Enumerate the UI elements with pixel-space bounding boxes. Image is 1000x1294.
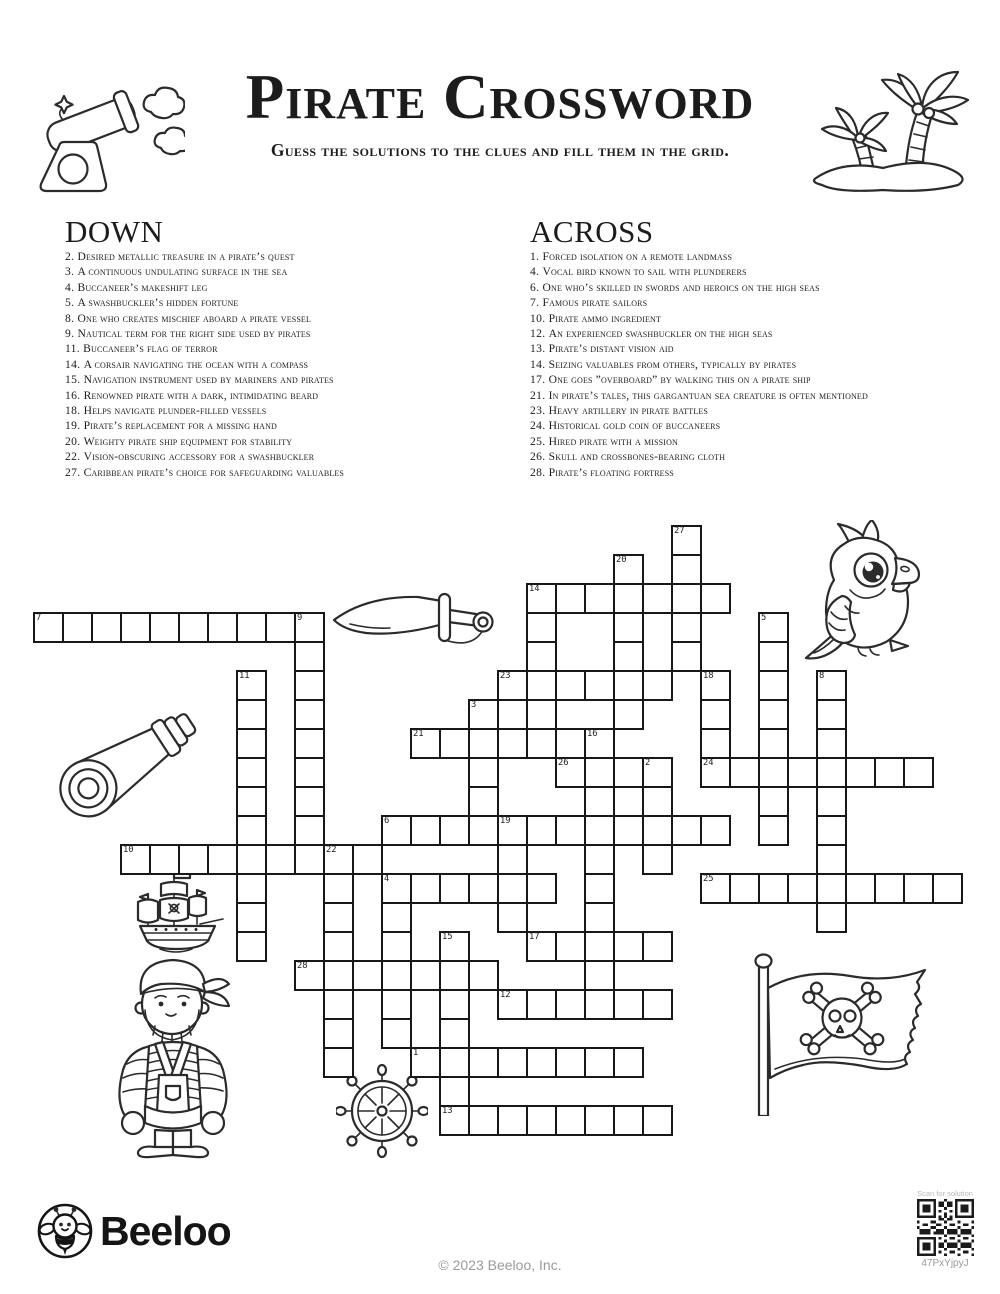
grid-cell[interactable] [671, 641, 702, 672]
cell-number: 9 [297, 613, 303, 623]
cell-number: 23 [500, 671, 511, 681]
grid-cell[interactable] [207, 612, 238, 643]
qr-code-text: 47PxYjpyJ [921, 1258, 969, 1269]
grid-cell[interactable] [758, 699, 789, 730]
clue-number: 19. [65, 419, 84, 433]
grid-cell[interactable] [410, 960, 441, 991]
cell-number: 18 [703, 671, 714, 681]
grid-cell[interactable] [178, 844, 209, 875]
clue-number: 12. [530, 327, 549, 341]
clue-text: Forced isolation on a remote landmass [542, 250, 733, 263]
grid-cell[interactable] [236, 873, 267, 904]
cell-number: 25 [703, 874, 714, 884]
grid-cell[interactable] [439, 873, 470, 904]
grid-cell[interactable] [410, 815, 441, 846]
cell-number: 21 [413, 729, 424, 739]
clue-number: 23. [530, 404, 549, 418]
grid-cell[interactable] [700, 728, 731, 759]
page-subtitle: Guess the solutions to the clues and fill them in the grid. [270, 140, 730, 160]
grid-cell[interactable] [816, 902, 847, 933]
grid-cell[interactable] [236, 612, 267, 643]
grid-cell[interactable] [468, 757, 499, 788]
grid-cell[interactable] [729, 757, 760, 788]
grid-cell[interactable] [903, 757, 934, 788]
clue-number: 9. [65, 327, 78, 341]
grid-cell[interactable] [613, 1047, 644, 1078]
grid-cell[interactable] [642, 1105, 673, 1136]
clue-text: Buccaneer’s flag of terror [83, 342, 218, 356]
clue-text: Hired pirate with a mission [548, 434, 678, 448]
grid-cell[interactable] [671, 554, 702, 585]
grid-cell[interactable] [642, 786, 673, 817]
clue-number: 25. [530, 434, 549, 448]
clue-text: Famous pirate sailors [542, 296, 648, 310]
clue-number: 4. [530, 265, 543, 279]
clue-text: Caribbean pirate’s choice for safeguarding valuables [83, 465, 345, 479]
grid-cell[interactable] [265, 612, 296, 643]
grid-cell[interactable] [584, 815, 615, 846]
grid-cell[interactable] [555, 931, 586, 962]
cell-number: 26 [558, 758, 569, 768]
grid-cell[interactable] [613, 670, 644, 701]
page-title: Pirate Crossword [245, 62, 755, 132]
grid-cell[interactable] [236, 931, 267, 962]
grid-cell[interactable] [497, 1105, 528, 1136]
grid-cell[interactable] [439, 989, 470, 1020]
grid-cell[interactable] [555, 728, 586, 759]
grid-cell[interactable] [729, 873, 760, 904]
clue-text: Renowned pirate with a dark, intimidating beard [83, 388, 319, 402]
grid-cell[interactable] [671, 815, 702, 846]
clue-text: Desired metallic treasure in a pirate’s quest [77, 250, 295, 263]
grid-cell[interactable] [323, 960, 354, 991]
grid-cell[interactable] [845, 873, 876, 904]
clue-text: One who’s skilled in swords and heroics on the high seas [542, 280, 820, 294]
cell-number: 7 [36, 613, 42, 623]
grid-cell[interactable] [555, 670, 586, 701]
grid-cell[interactable] [613, 612, 644, 643]
grid-cell[interactable] [613, 815, 644, 846]
grid-cell[interactable] [265, 844, 296, 875]
grid-cell[interactable] [526, 641, 557, 672]
grid-cell[interactable] [555, 989, 586, 1020]
grid-cell[interactable] [816, 873, 847, 904]
brand-name: Beeloo [100, 1208, 231, 1254]
grid-cell[interactable] [352, 844, 383, 875]
cell-number: 16 [587, 729, 598, 739]
grid-cell[interactable] [584, 960, 615, 991]
grid-cell[interactable] [236, 815, 267, 846]
grid-cell[interactable] [381, 960, 412, 991]
grid-cell[interactable] [932, 873, 963, 904]
clue-number: 15. [65, 373, 84, 387]
grid-cell[interactable] [381, 902, 412, 933]
cell-number: 10 [123, 845, 134, 855]
grid-cell[interactable] [294, 815, 325, 846]
cell-number: 24 [703, 758, 714, 768]
cell-number: 6 [384, 816, 390, 826]
cell-number: 2 [645, 758, 651, 768]
grid-cell[interactable] [758, 728, 789, 759]
grid-cell[interactable] [323, 989, 354, 1020]
cell-number: 17 [529, 932, 540, 942]
grid-cell[interactable] [526, 873, 557, 904]
grid-cell[interactable] [816, 786, 847, 817]
clue-number: 20. [65, 434, 84, 448]
grid-cell[interactable] [613, 1105, 644, 1136]
clue-number: 22. [65, 450, 84, 464]
clue-text: Buccaneer’s makeshift leg [77, 280, 208, 294]
clue-text: A continuous undulating surface in the sea [77, 265, 288, 279]
clue-text: Weighty pirate ship equipment for stability [83, 434, 293, 448]
grid-cell[interactable] [497, 728, 528, 759]
grid-cell[interactable] [642, 670, 673, 701]
grid-cell[interactable] [758, 873, 789, 904]
clue-text: Vision-obscuring accessory for a swashbuckler [83, 450, 315, 464]
grid-cell[interactable] [816, 844, 847, 875]
clue-text: One who creates mischief aboard a pirate vessel [77, 311, 312, 325]
cell-number: 8 [819, 671, 825, 681]
grid-cell[interactable] [584, 757, 615, 788]
grid-cell[interactable] [845, 757, 876, 788]
grid-cell[interactable] [526, 815, 557, 846]
grid-cell[interactable] [584, 786, 615, 817]
grid-cell[interactable] [642, 844, 673, 875]
grid-cell[interactable] [323, 1018, 354, 1049]
cell-number: 12 [500, 990, 511, 1000]
cell-number: 28 [297, 961, 308, 971]
grid-cell[interactable] [787, 757, 818, 788]
clue-number: 2. [65, 250, 78, 263]
grid-cell[interactable] [816, 757, 847, 788]
grid-cell[interactable] [613, 641, 644, 672]
grid-cell[interactable] [816, 728, 847, 759]
cell-number: 3 [471, 700, 477, 710]
grid-cell[interactable] [439, 815, 470, 846]
clue-text: Nautical term for the right side used by pirates [77, 327, 311, 341]
grid-cell[interactable] [497, 902, 528, 933]
grid-cell[interactable] [468, 815, 499, 846]
clue-number: 1. [530, 250, 543, 263]
grid-cell[interactable] [294, 844, 325, 875]
grid-cell[interactable] [497, 844, 528, 875]
clue-number: 17. [530, 373, 549, 387]
grid-cell[interactable] [584, 873, 615, 904]
clue-number: 4. [65, 280, 78, 294]
grid-cell[interactable] [178, 612, 209, 643]
grid-cell[interactable] [439, 960, 470, 991]
grid-cell[interactable] [584, 1047, 615, 1078]
grid-cell[interactable] [323, 931, 354, 962]
clue-number: 10. [530, 311, 549, 325]
grid-cell[interactable] [381, 931, 412, 962]
grid-cell[interactable] [758, 815, 789, 846]
grid-cell[interactable] [642, 989, 673, 1020]
clue-text: Pirate’s floating fortress [548, 465, 674, 479]
clue-number: 11. [65, 342, 84, 356]
cell-number: 27 [674, 526, 685, 536]
grid-cell[interactable] [62, 612, 93, 643]
clue-number: 14. [65, 357, 84, 371]
grid-cell[interactable] [439, 1076, 470, 1107]
cell-number: 11 [239, 671, 250, 681]
cell-number: 13 [442, 1106, 453, 1116]
grid-cell[interactable] [584, 844, 615, 875]
clue-number: 14. [530, 357, 549, 371]
grid-cell[interactable] [526, 612, 557, 643]
grid-cell[interactable] [584, 1105, 615, 1136]
cell-number: 5 [761, 613, 767, 623]
grid-cell[interactable] [526, 989, 557, 1020]
grid-cell[interactable] [758, 670, 789, 701]
grid-cell[interactable] [468, 786, 499, 817]
grid-cell[interactable] [236, 902, 267, 933]
cell-number: 22 [326, 845, 337, 855]
clue-text: Navigation instrument used by mariners and pirates [83, 373, 334, 387]
grid-cell[interactable] [526, 1047, 557, 1078]
grid-cell[interactable] [323, 873, 354, 904]
grid-cell[interactable] [671, 612, 702, 643]
grid-cell[interactable] [758, 641, 789, 672]
clue-text: Historical gold coin of buccaneers [548, 419, 721, 433]
grid-cell[interactable] [468, 1105, 499, 1136]
grid-cell[interactable] [903, 873, 934, 904]
grid-cell[interactable] [526, 699, 557, 730]
cell-number: 14 [529, 584, 540, 594]
cell-number: 20 [616, 555, 627, 565]
qr-caption: Scan for solution [917, 1189, 973, 1198]
grid-cell[interactable] [149, 844, 180, 875]
clue-number: 27. [65, 465, 84, 479]
clue-text: In pirate’s tales, this gargantuan sea creature is often mentioned [548, 388, 868, 402]
grid-cell[interactable] [613, 931, 644, 962]
clue-number: 7. [530, 296, 543, 310]
grid-cell[interactable] [323, 902, 354, 933]
clue-text: Pirate ammo ingredient [548, 311, 662, 325]
grid-cell[interactable] [294, 641, 325, 672]
grid-cell[interactable] [671, 583, 702, 614]
grid-cell[interactable] [236, 757, 267, 788]
grid-cell[interactable] [816, 815, 847, 846]
cell-number: 19 [500, 816, 511, 826]
grid-cell[interactable] [584, 989, 615, 1020]
grid-cell[interactable] [381, 989, 412, 1020]
grid-cell[interactable] [323, 1047, 354, 1078]
clue-number: 18. [65, 404, 84, 418]
grid-cell[interactable] [584, 670, 615, 701]
clue-text: A swashbuckler’s hidden fortune [77, 296, 239, 310]
grid-cell[interactable] [700, 699, 731, 730]
grid-cell[interactable] [758, 757, 789, 788]
grid-cell[interactable] [294, 728, 325, 759]
cell-number: 15 [442, 932, 453, 942]
clue-text: Skull and crossbones-bearing cloth [548, 450, 726, 464]
grid-cell[interactable] [468, 728, 499, 759]
clue-text: Pirate’s distant vision aid [548, 342, 674, 356]
grid-cell[interactable] [613, 757, 644, 788]
grid-cell[interactable] [294, 699, 325, 730]
clue-text: Pirate’s replacement for a missing hand [83, 419, 277, 433]
clue-text: Heavy artillery in pirate battles [548, 404, 708, 418]
bee-logo-icon [36, 1202, 94, 1260]
grid-cell[interactable] [584, 902, 615, 933]
cell-number: 4 [384, 874, 390, 884]
grid-cell[interactable] [381, 1018, 412, 1049]
grid-cell[interactable] [642, 815, 673, 846]
clue-text: An experienced swashbuckler on the high seas [548, 327, 773, 341]
grid-cell[interactable] [439, 1018, 470, 1049]
clue-number: 6. [530, 280, 543, 294]
grid-cell[interactable] [874, 873, 905, 904]
grid-cell[interactable] [613, 583, 644, 614]
grid-cell[interactable] [613, 699, 644, 730]
clue-text: A corsair navigating the ocean with a compass [83, 357, 309, 371]
clue-number: 16. [65, 388, 84, 402]
grid-cell[interactable] [642, 583, 673, 614]
grid-cell[interactable] [410, 873, 441, 904]
grid-cell[interactable] [526, 728, 557, 759]
copyright-text: © 2023 Beeloo, Inc. [438, 1257, 562, 1273]
grid-cell[interactable] [497, 1047, 528, 1078]
grid-cell[interactable] [816, 699, 847, 730]
grid-cell[interactable] [874, 757, 905, 788]
grid-cell[interactable] [613, 989, 644, 1020]
grid-cell[interactable] [149, 612, 180, 643]
clue-number: 13. [530, 342, 549, 356]
cell-number: 1 [413, 1048, 419, 1058]
grid-cell[interactable] [439, 728, 470, 759]
grid-cell[interactable] [468, 960, 499, 991]
clue-text: Seizing valuables from others, typically by pirates [548, 357, 797, 371]
grid-cell[interactable] [91, 612, 122, 643]
clue-number: 3. [65, 265, 78, 279]
clue-number: 24. [530, 419, 549, 433]
grid-cell[interactable] [207, 844, 238, 875]
grid-cell[interactable] [584, 583, 615, 614]
clue-number: 5. [65, 296, 78, 310]
grid-cell[interactable] [555, 815, 586, 846]
grid-cell[interactable] [700, 583, 731, 614]
grid-cell[interactable] [294, 670, 325, 701]
grid-cell[interactable] [294, 757, 325, 788]
grid-cell[interactable] [700, 815, 731, 846]
clue-number: 21. [530, 388, 549, 402]
grid-cell[interactable] [497, 873, 528, 904]
grid-cell[interactable] [236, 844, 267, 875]
grid-cell[interactable] [642, 931, 673, 962]
grid-cell[interactable] [236, 728, 267, 759]
grid-cell[interactable] [294, 786, 325, 817]
across-heading: ACROSS [530, 214, 654, 249]
grid-cell[interactable] [758, 786, 789, 817]
grid-cell[interactable] [584, 931, 615, 962]
grid-cell[interactable] [468, 1047, 499, 1078]
clue-number: 8. [65, 311, 78, 325]
clue-text: Vocal bird known to sail with plunderers [542, 265, 747, 279]
grid-cell[interactable] [468, 873, 499, 904]
clue-number: 28. [530, 465, 549, 479]
grid-cell[interactable] [120, 612, 151, 643]
grid-cell[interactable] [555, 583, 586, 614]
grid-cell[interactable] [787, 873, 818, 904]
grid-cell[interactable] [439, 1047, 470, 1078]
down-heading: DOWN [65, 214, 164, 249]
clue-number: 26. [530, 450, 549, 464]
grid-cell[interactable] [555, 1105, 586, 1136]
grid-cell[interactable] [236, 786, 267, 817]
clue-text: One goes ”overboard” by walking this on a pirate ship [548, 373, 811, 387]
clue-text: Helps navigate plunder-filled vessels [83, 404, 267, 418]
grid-cell[interactable] [352, 960, 383, 991]
grid-cell[interactable] [526, 1105, 557, 1136]
grid-cell[interactable] [526, 670, 557, 701]
grid-cell[interactable] [236, 699, 267, 730]
grid-cell[interactable] [555, 1047, 586, 1078]
